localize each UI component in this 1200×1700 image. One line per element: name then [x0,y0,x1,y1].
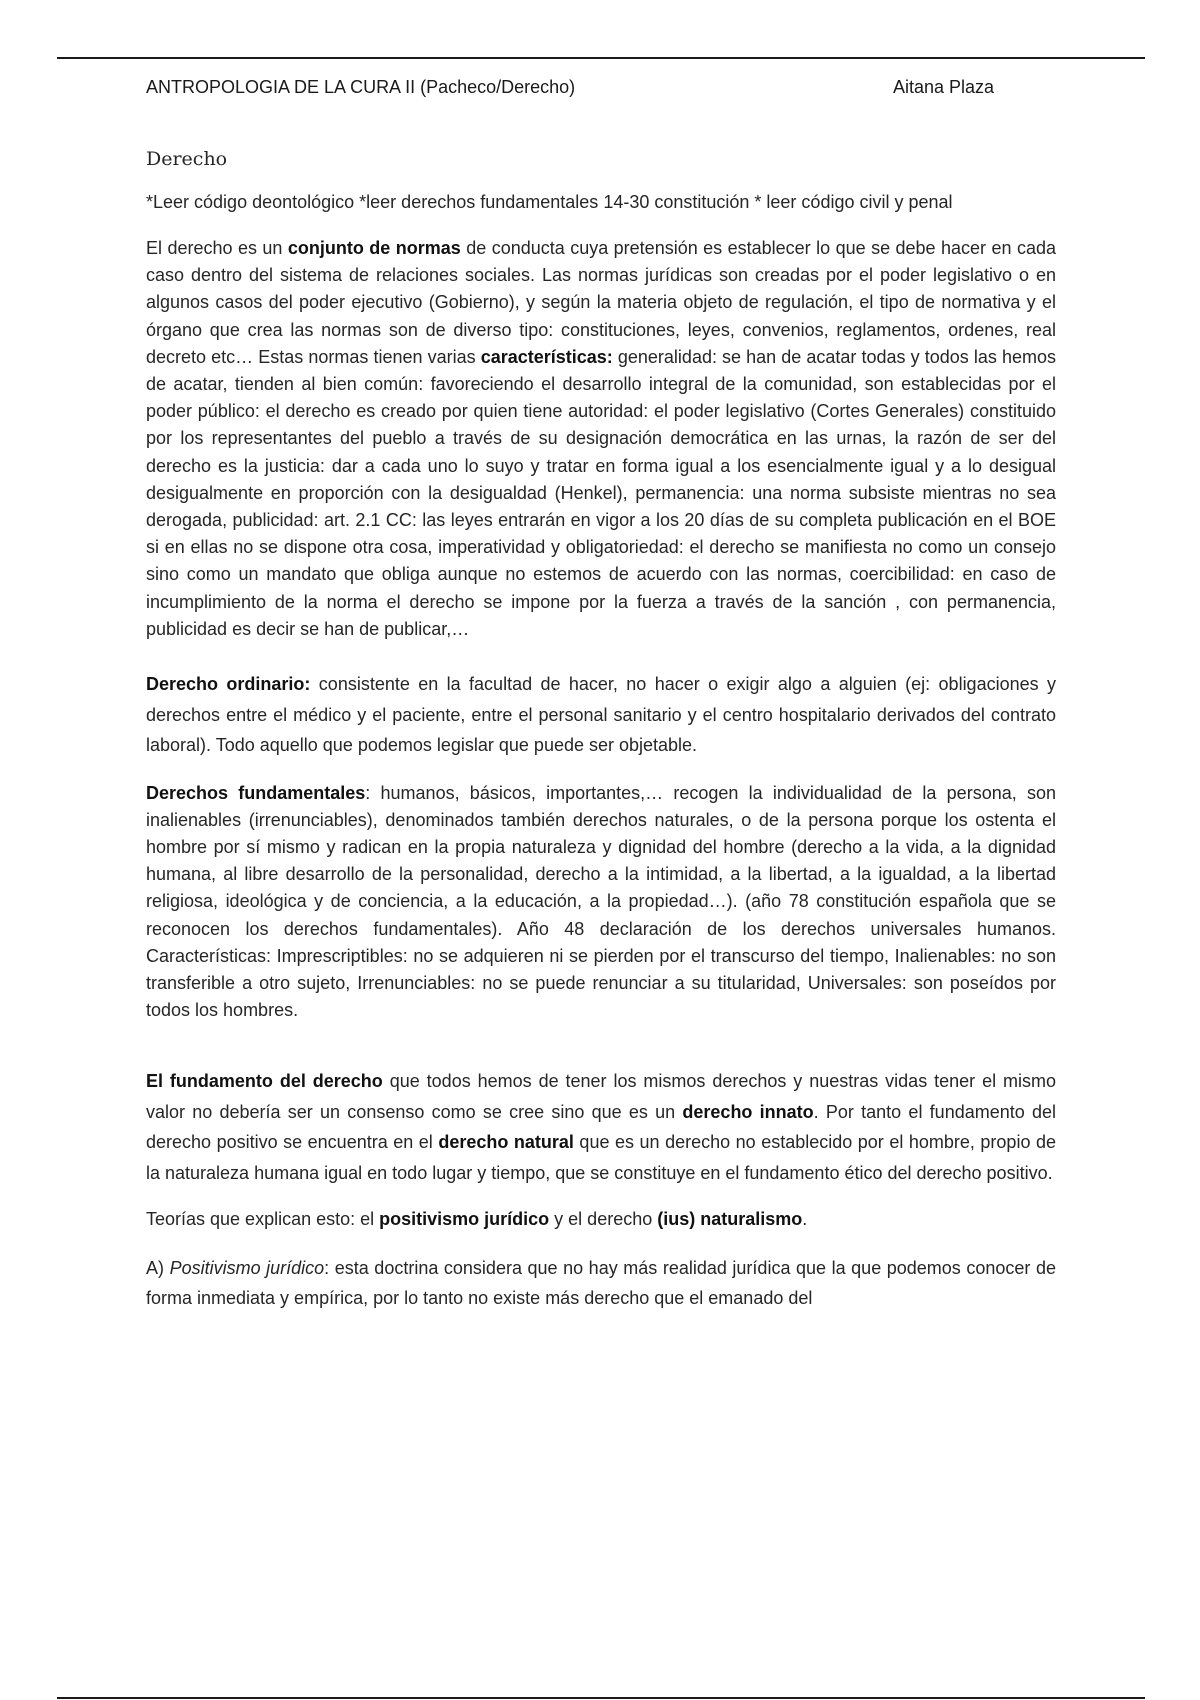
text: de conducta cuya pretensión es establecer lo que se debe hacer en cada caso dentro del sistema de relaciones sociales. Las normas jurídicas son creadas por el poder legislativo o en algunos casos del poder ejecutivo (Gobierno), y según la materia objeto de regulación, el tipo de normativa y el órgano que crea las normas son de diverso tipo: constituciones, leyes, convenios, reglamentos, ordenes, real decreto etc… Estas normas tienen varias [146,238,1056,367]
paragraph-definition [146,235,1056,643]
paragraph-theories [146,1206,1056,1233]
text: generalidad: se han de acatar todas y todos las hemos de acatar, tienden al bien común: favoreciendo el desarrollo integral de la comunidad, son establecidas por el poder público: el derecho es creado por quien tiene autoridad: el poder legislativo (Cortes Generales) constituido por los representantes del pueblo a través de su designación democrática en las urnas, la razón de ser del derecho es la justicia: dar a cada uno lo suyo y tratar en forma igual a los esencialmente igual y a lo desigual desigualmente en proporción con la desigualdad (Henkel), permanencia: una norma subsiste mientras no sea derogada, publicidad: art. 2.1 CC: las leyes entrarán en vigor a los 20 días de su completa publicación en el BOE si en ellas no se dispone otra cosa, imperatividad y obligatoriedad: el derecho se manifiesta no como un consejo sino como un mandato que obliga aunque no estemos de acuerdo con las normas, coercibilidad: en caso de incumplimiento de la norma el derecho se impone por la fuerza a través de la sanción , con permanencia, publicidad es decir se han de publicar,… [146,346,1056,639]
bold-term: (ius) naturalismo [657,1209,803,1230]
text: Teorías que explican esto: el [146,1209,380,1230]
text: que todos hemos de tener los mismos derechos y nuestras vidas tener el mismo valor no debería ser un consenso como se cree sino que es un [146,1071,1056,1122]
text: consistente en la facultad de hacer, no hacer o exigir algo a alguien (ej: obligaciones y derechos entre el médico y el paciente, entre el personal sanitario y el centro hospitalario derivados del contrato laboral). Todo aquello que podemos legislar que puede ser objetable. [146,674,1056,756]
bold-term: El fundamento del derecho [146,1071,383,1092]
text: : esta doctrina considera que no hay más realidad jurídica que la que podemos conocer de forma inmediata y empírica, por lo tanto no existe más derecho que el emanado del [146,1257,1056,1309]
text: : humanos, básicos, importantes,… recogen la individualidad de la persona, son inalienables (irrenunciables), denominados también derechos naturales, o de la persona porque los ostenta el hombre por sí mismo y radican en la propia naturaleza y dignidad del hombre (derecho a la vida, a la dignidad humana, al libre desarrollo de la personalidad, derecho a la intimidad, a la libertad, a la igualdad, a la libertad religiosa, ideológica y de conciencia, a la educación, a la propiedad…). (año 78 constitución española que se reconocen los derechos fundamentales). Año 48 declaración de los derechos universales humanos. Características: Imprescriptibles: no se adquieren ni se pierden por el transcurso del tiempo, Inalienables: no son transferible a otro sujeto, Irrenunciables: no se puede renunciar a su titularidad, Universales: son poseídos por todos los hombres. [146,782,1056,1021]
text: . Por tanto el fundamento del derecho positivo se encuentra en el [146,1101,1057,1153]
reading-note: *Leer código deontológico *leer derechos fundamentales 14-30 constitución * leer código civil y penal [146,192,953,212]
paragraph-foundation [146,1066,1056,1188]
paragraph-fundamental-rights [146,780,1056,1025]
text: El derecho es un [146,238,288,258]
bold-term: Derechos fundamentales [146,782,366,803]
page-title: Derecho [146,148,228,170]
document-body [146,145,1056,1314]
header-author: Aitana Plaza [893,77,995,97]
italic-term: Positivismo jurídico [169,1257,325,1278]
footer-rule [57,1697,1145,1699]
bold-term: conjunto de normas [287,238,461,258]
header-course: ANTROPOLOGIA DE LA CURA II (Pacheco/Derecho) [146,77,576,97]
bold-term: Derecho ordinario: [146,674,311,695]
bold-term: positivismo jurídico [379,1209,550,1230]
paragraph-ordinary-right [146,669,1056,761]
text: A) [146,1257,170,1278]
text: y el derecho [549,1209,658,1230]
text: . [802,1209,808,1230]
bold-term: características: [480,346,613,367]
text: que es un derecho no establecido por el hombre, propio de la naturaleza humana igual en todo lugar y tiempo, que se constituye en el fundamento ético del derecho positivo. [146,1132,1056,1183]
bold-term: derecho natural [438,1132,574,1153]
paragraph-positivism [146,1253,1056,1314]
bold-term: derecho innato [682,1101,814,1122]
header-rule [57,57,1145,59]
